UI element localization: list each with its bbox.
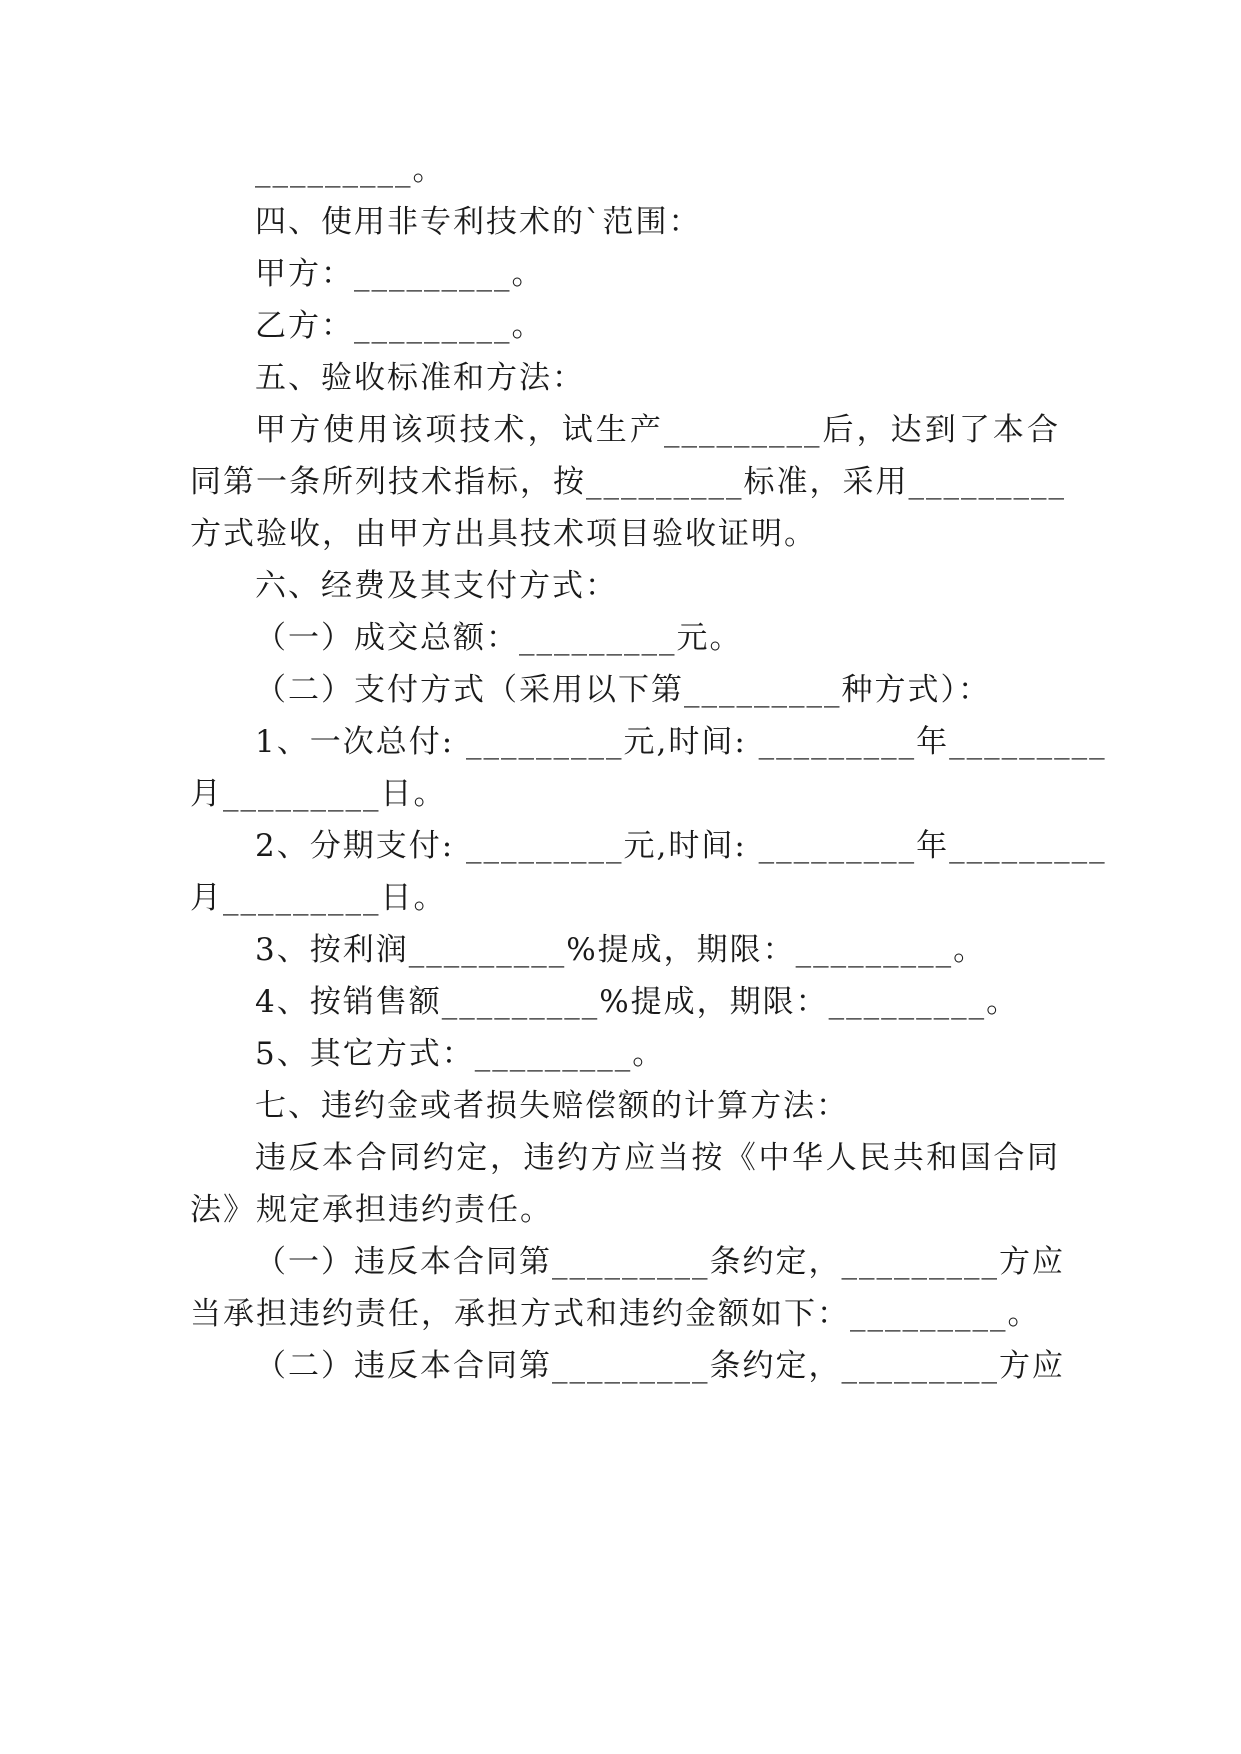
breach-clause-2-line-1: （二）违反本合同第_________条约定，_________方应 [255, 1348, 1065, 1384]
breach-clause-1-line-2: 当承担违约责任，承担方式和违约金额如下：_________。 [190, 1296, 1041, 1332]
lump-sum-payment-line-2: 月_________日。 [190, 776, 447, 812]
acceptance-paragraph-line-1: 甲方使用该项技术，试生产_________后，达到了本合 [255, 412, 1060, 448]
other-method-clause: 5、其它方式：_________。 [255, 1036, 666, 1072]
section-4-heading: 四、使用非专利技术的`范围： [255, 204, 702, 240]
installment-payment-line-2: 月_________日。 [190, 880, 447, 916]
sales-commission-clause: 4、按销售额_________%提成，期限：_________。 [255, 984, 1020, 1020]
acceptance-paragraph-line-2: 同第一条所列技术指标，按_________标准，采用_________ [190, 464, 1066, 500]
breach-paragraph-line-2: 法》规定承担违约责任。 [190, 1192, 553, 1228]
profit-commission-clause: 3、按利润_________%提成，期限：_________。 [255, 932, 987, 968]
section-6-heading: 六、经费及其支付方式： [255, 568, 618, 604]
section-7-heading: 七、违约金或者损失赔偿额的计算方法： [255, 1088, 849, 1124]
breach-paragraph-line-1: 违反本合同约定，违约方应当按《中华人民共和国合同 [255, 1140, 1060, 1176]
acceptance-paragraph-line-3: 方式验收，由甲方出具技术项目验收证明。 [190, 516, 817, 552]
breach-clause-1-line-1: （一）违反本合同第_________条约定，_________方应 [255, 1244, 1065, 1280]
payment-method-clause: （二）支付方式（采用以下第_________种方式）： [255, 672, 991, 708]
total-amount-clause: （一）成交总额：_________元。 [255, 620, 743, 656]
installment-payment-line-1: 2、分期支付: _________元,时间: _________年_________ [255, 828, 1107, 864]
blank-line-end: _________。 [255, 152, 446, 188]
party-a-scope: 甲方：_________。 [255, 256, 545, 292]
lump-sum-payment-line-1: 1、一次总付: _________元,时间: _________年_________ [255, 724, 1107, 760]
party-b-scope: 乙方：_________。 [255, 308, 545, 344]
section-5-heading: 五、验收标准和方法： [255, 360, 585, 396]
